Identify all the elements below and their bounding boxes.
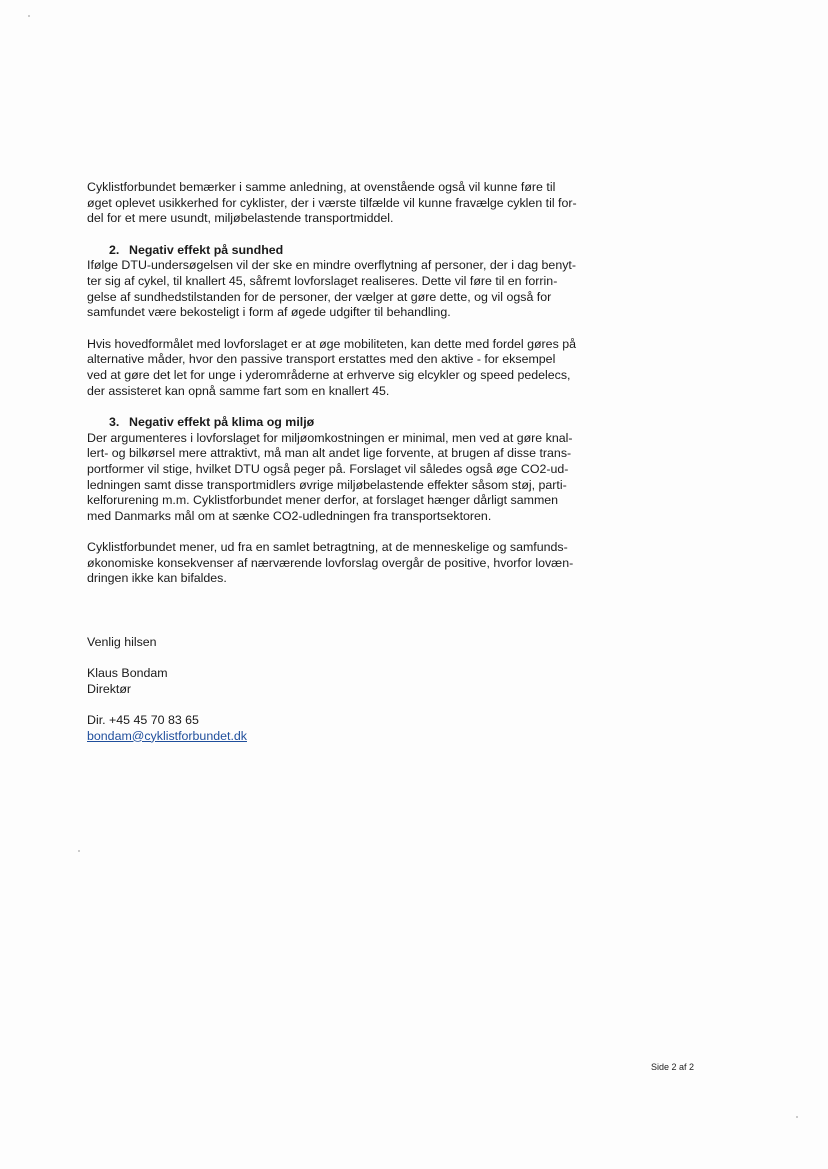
text-line: ter sig af cykel, til knallert 45, såfremt lovforslaget realiseres. Dette vil føre til en forrin- (87, 273, 558, 288)
section-number: 2. (109, 242, 120, 257)
text-line: økonomiske konsekvenser af nærværende lovforslag overgår de positive, hvorfor lovæn- (87, 555, 574, 570)
section-heading-health (87, 243, 617, 259)
text-line: portformer vil stige, hvilket DTU også peger på. Forslaget vil således også øge CO2-ud- (87, 461, 569, 476)
text-line: der assisteret kan opnå samme fart som en knallert 45. (87, 383, 390, 398)
text-line: kelforurening m.m. Cyklistforbundet mener derfor, at forslaget hænger dårligt sammen (87, 493, 559, 508)
text-line: med Danmarks mål om at sænke CO2-udledningen fra transportsektoren. (87, 508, 492, 523)
signer-name: Klaus Bondam (87, 666, 168, 680)
scan-speck (78, 850, 80, 852)
signer-title: Direktør (87, 681, 132, 696)
text-line: gelse af sundhedstilstanden for de personer, der vælger at gøre dette, og vil også for (87, 289, 552, 304)
page-number: Side 2 af 2 (651, 1062, 695, 1072)
section-number: 3. (109, 415, 120, 430)
text-line: Cyklistforbundet mener, ud fra en samlet betragtning, at de menneskelige og samfunds- (87, 540, 568, 555)
email-link[interactable]: bondam@cyklistforbundet.dk (87, 728, 247, 743)
phone-number: Dir. +45 45 70 83 65 (87, 713, 199, 727)
scan-speck (28, 15, 30, 17)
paragraph-intro (87, 180, 617, 227)
paragraph-mobility (87, 337, 617, 399)
text-line: alternative måder, hvor den passive transport erstattes med den aktive - for eksempel (87, 352, 556, 367)
contact-block (87, 713, 487, 744)
letter-body (87, 180, 617, 603)
text-line: Der argumenteres i lovforslaget for miljøomkostningen er minimal, men ved at gøre knal- (87, 430, 573, 445)
text-line: Cyklistforbundet bemærker i samme anledning, at ovenstående også vil kunne føre til (87, 180, 556, 194)
section-heading-climate (87, 415, 617, 431)
text-line: Ifølge DTU-undersøgelsen vil der ske en mindre overflytning af personer, der i dag benyt- (87, 258, 576, 273)
text-line: lert- og bilkørsel mere attraktivt, må man alt andet lige forvente, at brugen af disse trans- (87, 446, 572, 461)
section-title: Negativ effekt på sundhed (129, 242, 284, 257)
section-health (87, 243, 617, 321)
signature-block (87, 666, 487, 697)
section-climate (87, 415, 617, 524)
text-line: del for et mere usundt, miljøbelastende transportmiddel. (87, 211, 394, 226)
text-line: Hvis hovedformålet med lovforslaget er at øge mobiliteten, kan dette med fordel gøres på (87, 336, 576, 351)
greeting-text: Venlig hilsen (87, 635, 157, 649)
text-line: ved at gøre det let for unge i yderområderne at erhverve sig elcykler og speed pedelecs, (87, 367, 571, 382)
paragraph-conclusion (87, 540, 617, 587)
text-line: samfundet være bekosteligt i form af øgede udgifter til behandling. (87, 305, 451, 320)
closing-greeting (87, 635, 487, 651)
scan-speck (796, 1116, 798, 1118)
text-line: øget oplevet usikkerhed for cyklister, der i værste tilfælde vil kunne fravælge cyklen til for- (87, 195, 577, 210)
text-line: dringen ikke kan bifaldes. (87, 571, 227, 586)
section-title: Negativ effekt på klima og miljø (129, 415, 315, 430)
text-line: ledningen samt disse transportmidlers øvrige miljøbelastende effekter såsom støj, parti- (87, 477, 567, 492)
